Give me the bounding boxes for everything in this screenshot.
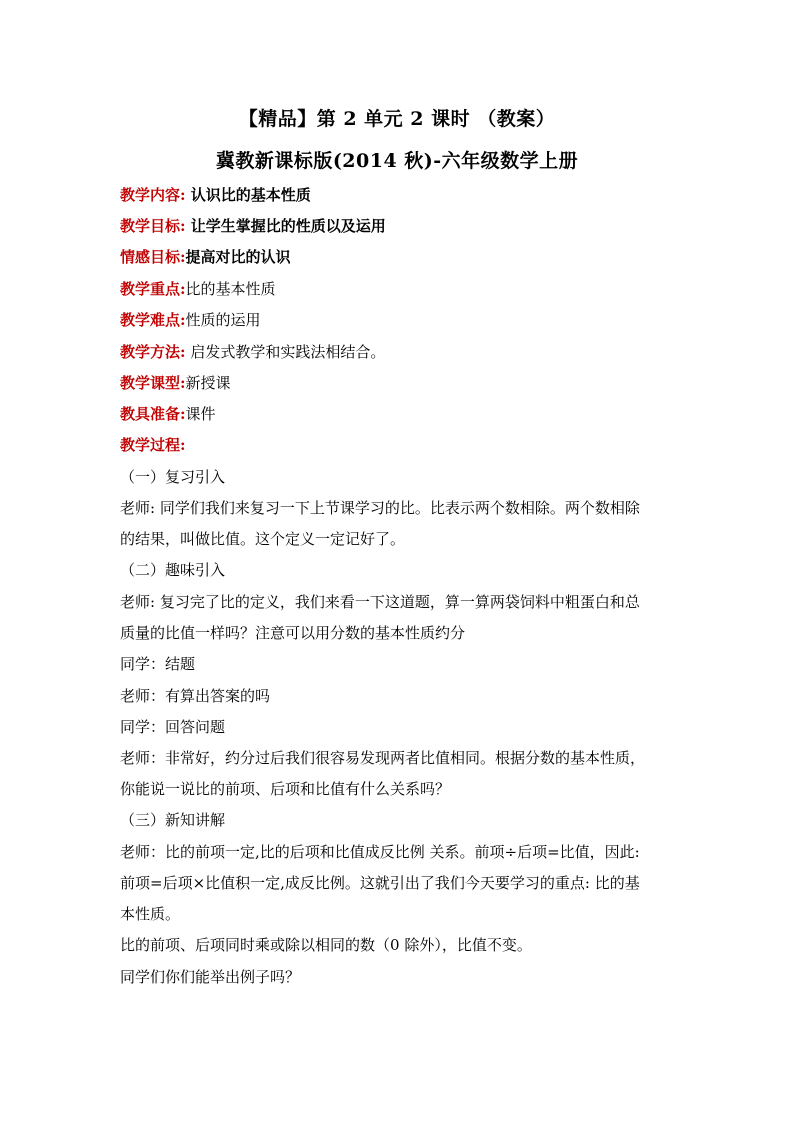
teaching-tools [120, 404, 680, 424]
paragraph-line: 老师: 同学们我们来复习一下上节课学习的比。比表示两个数相除。两个数相除 [120, 499, 640, 517]
paragraph-line: 的结果，叫做比值。这个定义一定记好了。 [120, 530, 406, 548]
paragraph-line: 老师：有算出答案的吗 [120, 687, 271, 705]
teaching-difficulty-label: 教学难点: [120, 311, 186, 329]
paragraph-line: 你能说一说比的前项、后项和比值有什么关系吗？ [120, 780, 451, 798]
teaching-method [120, 342, 680, 362]
section-heading-new-knowledge: （三）新知讲解 [120, 811, 226, 829]
teaching-method-label: 教学方法: [120, 343, 186, 361]
paragraph-line: 老师: 复习完了比的定义，我们来看一下这道题，算一算两袋饲料中粗蛋白和总 [120, 593, 640, 611]
paragraph-line: 同学：结题 [120, 655, 196, 673]
teaching-difficulty [120, 310, 680, 330]
emotion-goal [120, 247, 680, 267]
section-heading-interest: （二）趣味引入 [120, 561, 226, 579]
title-line-1: 【精品】第 2 单元 2 课时 （教案） [238, 108, 556, 130]
teaching-tools-value: 课件 [185, 405, 216, 423]
paragraph-line: 同学：回答问题 [120, 718, 226, 736]
paragraph-line: 质量的比值一样吗？注意可以用分数的基本性质约分 [120, 624, 466, 642]
paragraph-line: 老师：比的前项一定,比的后项和比值成反比例 关系。前项÷后项=比值，因此: [120, 843, 640, 861]
teaching-key-point-label: 教学重点: [120, 280, 186, 298]
teaching-key-point [120, 279, 680, 299]
teaching-process [120, 435, 680, 455]
teaching-goal [120, 216, 680, 236]
teaching-difficulty-value: 性质的运用 [185, 311, 261, 329]
teaching-process-label: 教学过程: [120, 436, 186, 454]
paragraph-line: 比的前项、后项同时乘或除以相同的数（0 除外），比值不变。 [120, 936, 532, 954]
title-line-2: 冀教新课标版(2014 秋)-六年级数学上册 [215, 150, 579, 172]
teaching-content-value: 认识比的基本性质 [185, 186, 311, 204]
emotion-goal-value: 提高对比的认识 [185, 248, 291, 266]
teaching-key-point-value: 比的基本性质 [185, 280, 276, 298]
teaching-tools-label: 教具准备: [120, 405, 186, 423]
paragraph-line: 本性质。 [120, 905, 181, 923]
teaching-content-label: 教学内容: [120, 186, 186, 204]
lesson-type-value: 新授课 [185, 374, 231, 392]
lesson-type [120, 373, 680, 393]
teaching-content [120, 185, 680, 205]
emotion-goal-label: 情感目标: [120, 248, 186, 266]
paragraph-line: 同学们你们能举出例子吗？ [120, 968, 301, 986]
teaching-goal-value: 让学生掌握比的性质以及运用 [185, 217, 386, 235]
paragraph-line: 老师：非常好，约分过后我们很容易发现两者比值相同。根据分数的基本性质， [120, 749, 646, 767]
section-heading-review: （一）复习引入 [120, 468, 226, 486]
lesson-type-label: 教学课型: [120, 374, 186, 392]
teaching-method-value: 启发式教学和实践法相结合。 [185, 343, 386, 361]
teaching-goal-label: 教学目标: [120, 217, 186, 235]
paragraph-line: 前项=后项×比值积一定,成反比例。这就引出了我们今天要学习的重点: 比的基 [120, 874, 640, 892]
